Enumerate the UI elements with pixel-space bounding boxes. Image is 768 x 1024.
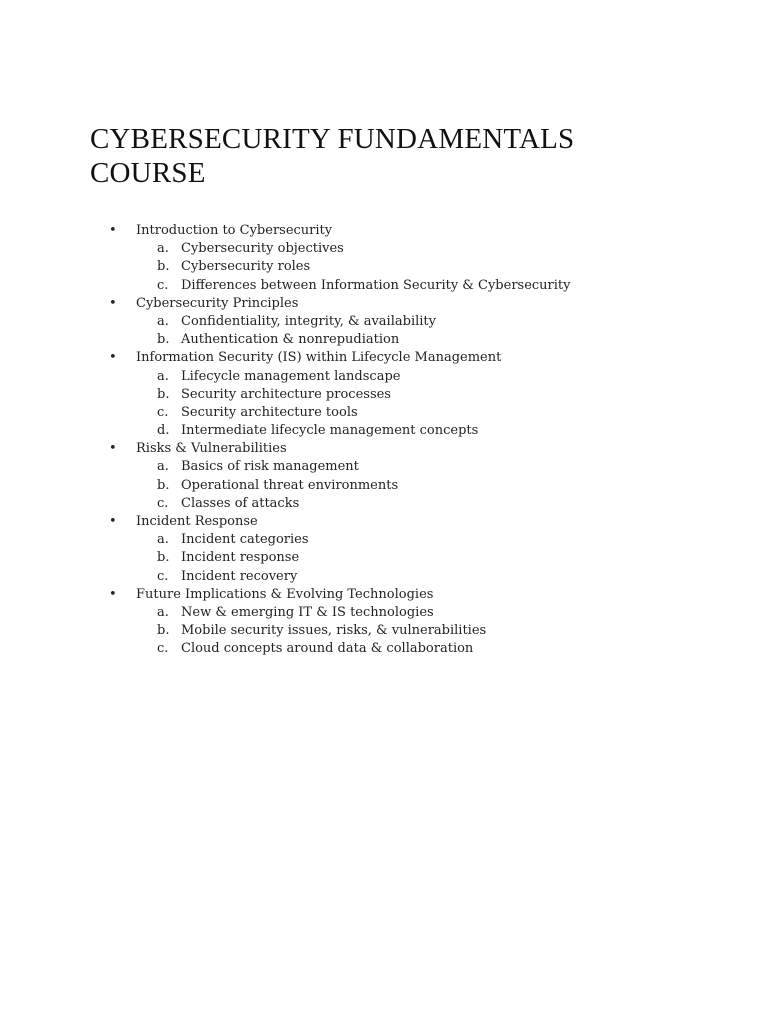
- subtopic-label: Incident categories: [181, 532, 309, 548]
- bullet-icon: •: [109, 295, 117, 311]
- subtopic-list: [0, 604, 768, 659]
- section-title: Risks & Vulnerabilities: [136, 441, 287, 457]
- subtopic-label: Cybersecurity roles: [181, 259, 311, 275]
- subtopic-marker: b.: [157, 259, 170, 275]
- subtopic-item: [0, 422, 768, 440]
- subtopic-label: Cloud concepts around data & collaboration: [181, 641, 474, 657]
- subtopic-label: Operational threat environments: [181, 477, 399, 493]
- subtopic-marker: b.: [157, 550, 170, 566]
- subtopic-marker: c.: [157, 495, 169, 511]
- outline-section: [0, 513, 768, 586]
- subtopic-item: [0, 477, 768, 495]
- subtopic-marker: a.: [157, 532, 169, 548]
- subtopic-marker: a.: [157, 604, 169, 620]
- outline-section: [0, 586, 768, 659]
- subtopic-item: [0, 640, 768, 658]
- section-title: Introduction to Cybersecurity: [136, 223, 333, 238]
- subtopic-item: [0, 240, 768, 258]
- subtopic-item: [0, 549, 768, 567]
- subtopic-marker: b.: [157, 477, 170, 493]
- subtopic-label: Confidentiality, integrity, & availability: [181, 313, 436, 329]
- outline-section: [0, 295, 768, 350]
- subtopic-item: [0, 404, 768, 422]
- subtopic-marker: a.: [157, 459, 169, 475]
- subtopic-item: [0, 258, 768, 276]
- course-outline-list: [0, 222, 768, 659]
- subtopic-item: [0, 604, 768, 622]
- subtopic-list: [0, 531, 768, 586]
- subtopic-item: [0, 458, 768, 476]
- bullet-icon: •: [109, 514, 117, 529]
- subtopic-marker: c.: [157, 404, 169, 420]
- subtopic-label: Incident response: [181, 550, 300, 566]
- section-row: [0, 349, 768, 367]
- outline-section: [0, 349, 768, 440]
- section-row: [0, 222, 768, 240]
- section-row: [0, 295, 768, 313]
- section-row: [0, 440, 768, 458]
- subtopic-marker: b.: [157, 386, 170, 402]
- subtopic-marker: c.: [157, 277, 169, 293]
- subtopic-list: [0, 368, 768, 441]
- subtopic-label: Incident recovery: [181, 568, 298, 584]
- subtopic-label: Security architecture tools: [181, 404, 358, 420]
- section-title: Cybersecurity Principles: [136, 295, 299, 311]
- section-row: [0, 586, 768, 604]
- bullet-icon: •: [109, 350, 117, 366]
- outline-section: [0, 440, 768, 513]
- subtopic-marker: b.: [157, 623, 170, 639]
- subtopic-item: [0, 313, 768, 331]
- subtopic-list: [0, 458, 768, 513]
- subtopic-item: [0, 331, 768, 349]
- subtopic-label: Differences between Information Security & Cybersecurity: [181, 277, 571, 293]
- subtopic-item: [0, 531, 768, 549]
- subtopic-marker: a.: [157, 313, 169, 329]
- subtopic-label: Mobile security issues, risks, & vulnerabilities: [181, 623, 487, 639]
- subtopic-item: [0, 622, 768, 640]
- section-row: [0, 513, 768, 531]
- subtopic-list: [0, 313, 768, 349]
- subtopic-label: Intermediate lifecycle management concepts: [181, 423, 479, 439]
- subtopic-label: Authentication & nonrepudiation: [181, 332, 400, 348]
- subtopic-item: [0, 386, 768, 404]
- page-title: CYBERSECURITY FUNDAMENTALS COURSE: [90, 123, 575, 189]
- subtopic-marker: b.: [157, 332, 170, 348]
- subtopic-marker: c.: [157, 641, 169, 657]
- section-title: Future Implications & Evolving Technologies: [136, 586, 434, 602]
- bullet-icon: •: [109, 223, 117, 238]
- bullet-icon: •: [109, 441, 117, 457]
- subtopic-label: Security architecture processes: [181, 386, 391, 402]
- subtopic-item: [0, 277, 768, 295]
- subtopic-marker: d.: [157, 423, 170, 439]
- section-title: Information Security (IS) within Lifecycle Management: [136, 350, 502, 366]
- section-title: Incident Response: [136, 514, 258, 529]
- subtopic-marker: c.: [157, 568, 169, 584]
- bullet-icon: •: [109, 586, 117, 602]
- subtopic-label: Cybersecurity objectives: [181, 241, 344, 257]
- subtopic-item: [0, 368, 768, 386]
- subtopic-label: Classes of attacks: [181, 495, 300, 511]
- subtopic-item: [0, 495, 768, 513]
- subtopic-label: Basics of risk management: [181, 459, 359, 475]
- subtopic-marker: a.: [157, 241, 169, 257]
- subtopic-marker: a.: [157, 368, 169, 384]
- subtopic-item: [0, 568, 768, 586]
- subtopic-label: Lifecycle management landscape: [181, 368, 401, 384]
- subtopic-list: [0, 240, 768, 295]
- outline-section: [0, 222, 768, 295]
- subtopic-label: New & emerging IT & IS technologies: [181, 604, 434, 620]
